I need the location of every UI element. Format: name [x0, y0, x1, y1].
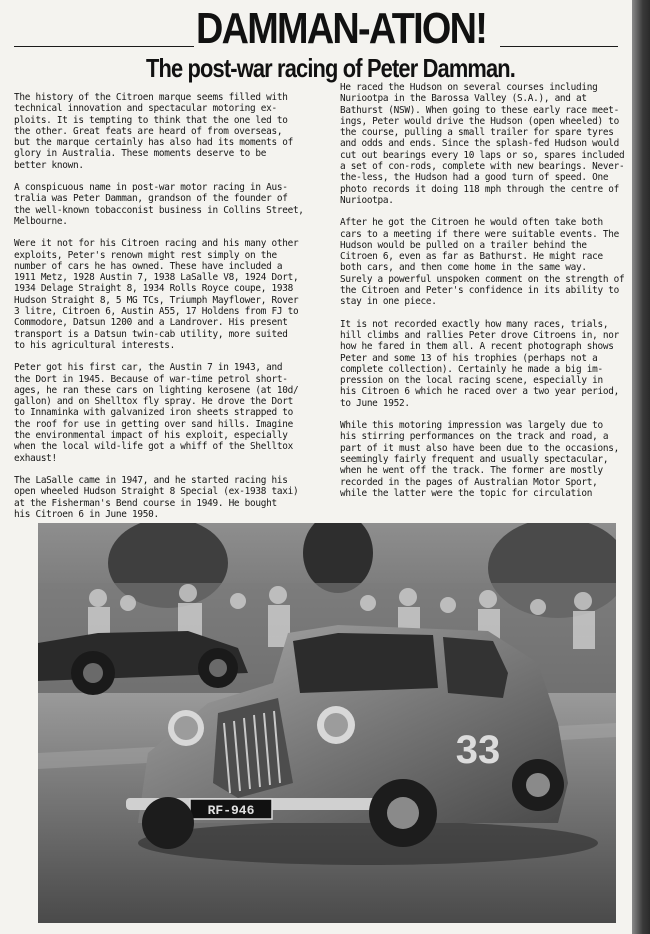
- paragraph: It is not recorded exactly how many races, trials, hill climbs and rallies Peter drove Citroens in, nor how he fared in them all. A recent photograph shows Peter and some 13 of his trophies (perhaps not a complete collection). Certainly he made a big im- pression on the local racing scene, especially in his Citroen 6 which he raced over a two year period, to June 1952.: [340, 318, 619, 409]
- page-binding-edge: [632, 0, 650, 934]
- article-subtitle: The post-war racing of Peter Damman.: [146, 53, 516, 83]
- header-rule-right: [500, 46, 618, 47]
- bleed-through-heading: [14, 2, 184, 46]
- left-column: [14, 92, 326, 531]
- paragraph: Were it not for his Citroen racing and his many other exploits, Peter's renown might rest simply on the number of cars he has owned. These have included a 1911 Metz, 1928 Austin 7, 1938 LaSalle V8, 1924 Dort, 1934 Delage Straight 8, 1934 Rolls Royce coupe, 1938 Hudson Straight 8, 5 MG TCs, Triumph Mayflower, Rover 3 litre, Citroen 6, Austin A55, 17 Holdens from FJ to Commodore, Datsun 1200 and a Landrover. His present transport is a Datsun twin-cab utility, more suited to his agricultural interests.: [14, 238, 299, 351]
- paragraph: After he got the Citroen he would often take both cars to a meeting if there were suitable events. The Hudson would be pulled on a trailer behind the Citroen 6, even as far as Bathurst. He might race both cars, and then come home in the same way. Surely a powerful unspoken comment on the strength of the Citroen and Peter's confidence in its ability to stay in one piece.: [340, 217, 625, 308]
- header-rule-left: [14, 46, 194, 47]
- paragraph: While this motoring impression was largely due to his stirring performances on the track and road, a part of it must also have been due to the occasions, seemingly fairly frequent and usually spectacular, when he went off the track. The former are mostly recorded in the pages of Australian Motor Sport, while the latter were the topic for circulation: [340, 420, 619, 499]
- paragraph: The history of the Citroen marque seems filled with technical innovation and spectacular motoring ex- ploits. It is tempting to think that the one led to the other. Great feats are heard of from overseas, but the marque certainly has also had its moments of glory in Australia. These moments deserve to be better known.: [14, 92, 293, 171]
- paragraph: Peter got his first car, the Austin 7 in 1943, and the Dort in 1945. Because of war-time petrol short- ages, he ran these cars on lighting kerosene (at 10d/ gallon) and on Shelltox fly spray. He drove the Dort to Innaminka with galvanized iron sheets strapped to the roof for use in getting over sand hills. Imagine the environmental impact of his exploit, especially when the local wild-life got a whiff of the Shelltox exhaust!: [14, 362, 299, 464]
- bleed-through-corner: [545, 0, 630, 80]
- paragraph: The LaSalle came in 1947, and he started racing his open wheeled Hudson Straight 8 Special (ex-1938 taxi) at the Fisherman's Bend course in 1949. He bought his Citroen 6 in June 1950.: [14, 474, 299, 520]
- paragraph: A conspicuous name in post-war motor racing in Aus- tralia was Peter Damman, grandson of the founder of the well-known tobacconist business in Collins Street, Melbourne.: [14, 182, 304, 227]
- number-plate: RF-946: [207, 803, 255, 818]
- right-column: [340, 82, 630, 510]
- citroen-race-car-image: [38, 523, 616, 923]
- article-title: DAMMAN-ATION!: [196, 4, 487, 53]
- racing-photograph: [38, 523, 616, 923]
- paragraph: He raced the Hudson on several courses including Nuriootpa in the Barossa Valley (S.A.), and at Bathurst (NSW). When going to these early race meet- ings, Peter would drive the Hudson (open wheeled) to the course, pulling a small trailer for spare tyres and odds and ends. Since the splash-fed Hudson would cut out bearings every 10 laps or so, spares included a set of con-rods, complete with new bearings. Never- the-less, the Hudson had a good turn of speed. One photo records it doing 118 mph through the centre of Nuriootpa.: [340, 82, 625, 206]
- car-race-number: 33: [455, 728, 501, 772]
